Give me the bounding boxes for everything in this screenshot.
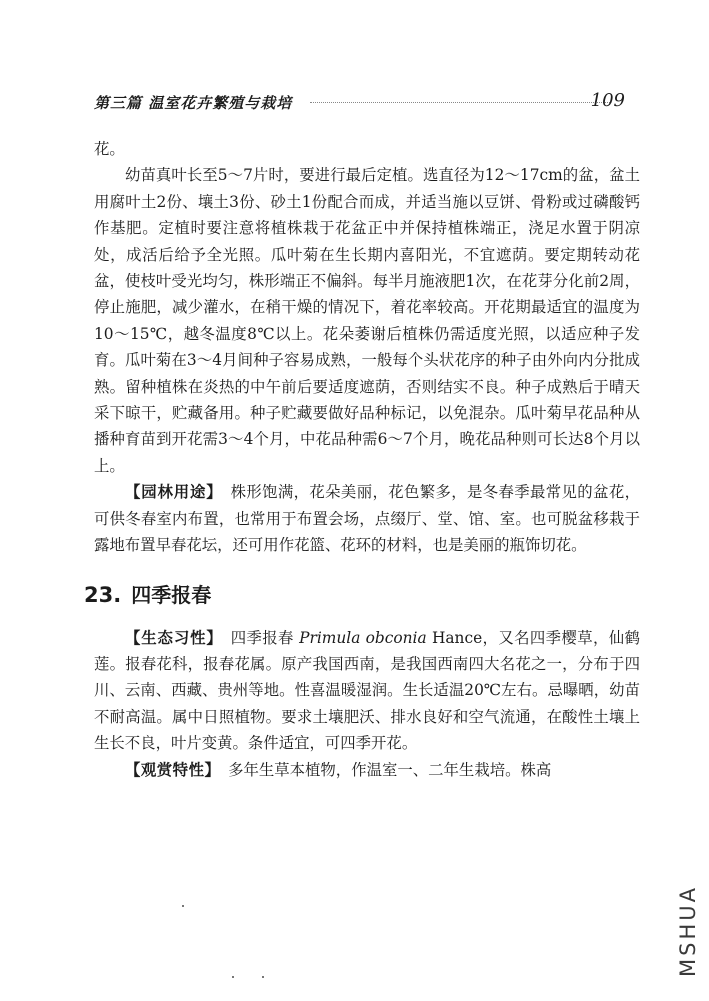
section-number: 23. [84, 582, 122, 607]
chapter-title: 第三篇 温室花卉繁殖与栽培 [94, 94, 293, 112]
latin-name: Primula obconia [299, 628, 427, 647]
ecology-paragraph [94, 625, 640, 757]
running-header [80, 88, 625, 118]
watermark [675, 871, 701, 991]
scan-speck [262, 976, 264, 978]
landscape-use-paragraph [94, 479, 640, 558]
section-title: 四季报春 [131, 582, 212, 607]
landscape-use-text: 株形饱满，花朵美丽，花色繁多，是冬春季最常见的盆花，可供冬春室内布置，也常用于布置会场，点缀厅、堂、馆、室。也可脱盆移栽于露地布置早春花坛，还可用作花篮、花环的材料，也是美丽的瓶饰切花。 [94, 483, 640, 555]
section-heading [84, 581, 640, 609]
body-text [84, 136, 640, 783]
ecology-text-b: Hance，又名四季樱草，仙鹤莲。报春花科，报春花属。原产我国西南，是我国西南四大名花之一，分布于四川、云南、西藏、贵州等地。性喜温暖湿润。生长适温20℃左右。忌曝晒，幼苗不耐高温。属中日照植物。要求土壤肥沃、排水良好和空气流通，在酸性土壤上生长不良，叶片变黄。条件适宜，可四季开花。 [94, 628, 640, 753]
ecology-label: 【生态习性】 [125, 628, 215, 647]
watermark-text: MSHUA [676, 885, 700, 977]
scan-speck [232, 976, 234, 978]
scan-speck [182, 905, 184, 907]
cultivation-paragraph: 幼苗真叶长至5～7片时，要进行最后定植。选直径为12～17cm的盆，盆土用腐叶土2份、壤土3份、砂土1份配合而成，并适当施以豆饼、骨粉或过磷酸钙作基肥。定植时要注意将植株栽于花盆正中并保持植株端正，浇足水置于阴凉处，成活后给予全光照。瓜叶菊在生长期内喜阳光，不宜遮荫。要定期转动花盆，使枝叶受光均匀，株形端正不偏斜。每半月施液肥1次，在花芽分化前2周，停止施肥，减少灌水，在稍干燥的情况下，着花率较高。开花期最适宜的温度为10～15℃，越冬温度8℃以上。花朵萎谢后植株仍需适度光照，以适应种子发育。瓜叶菊在3～4月间种子容易成熟，一般每个头状花序的种子由外向内分批成熟。留种植株在炎热的中午前后要适度遮荫，否则结实不良。种子成熟后于晴天采下晾干，贮藏备用。种子贮藏要做好品种标记，以免混杂。瓜叶菊早花品种从播种育苗到开花需3～4个月，中花品种需6～7个月，晚花品种则可长达8个月以上。 [94, 166, 640, 475]
header-leader-dots [310, 102, 610, 103]
ornamental-text: 多年生草本植物，作温室一、二年生栽培。株高 [228, 760, 552, 779]
ecology-text-a: 四季报春 [230, 628, 294, 647]
ornamental-paragraph [94, 757, 640, 783]
continued-line: 花。 [94, 140, 125, 158]
page-number: 109 [590, 90, 625, 111]
ornamental-label: 【观赏特性】 [125, 760, 213, 779]
landscape-use-label: 【园林用途】 [125, 483, 215, 502]
